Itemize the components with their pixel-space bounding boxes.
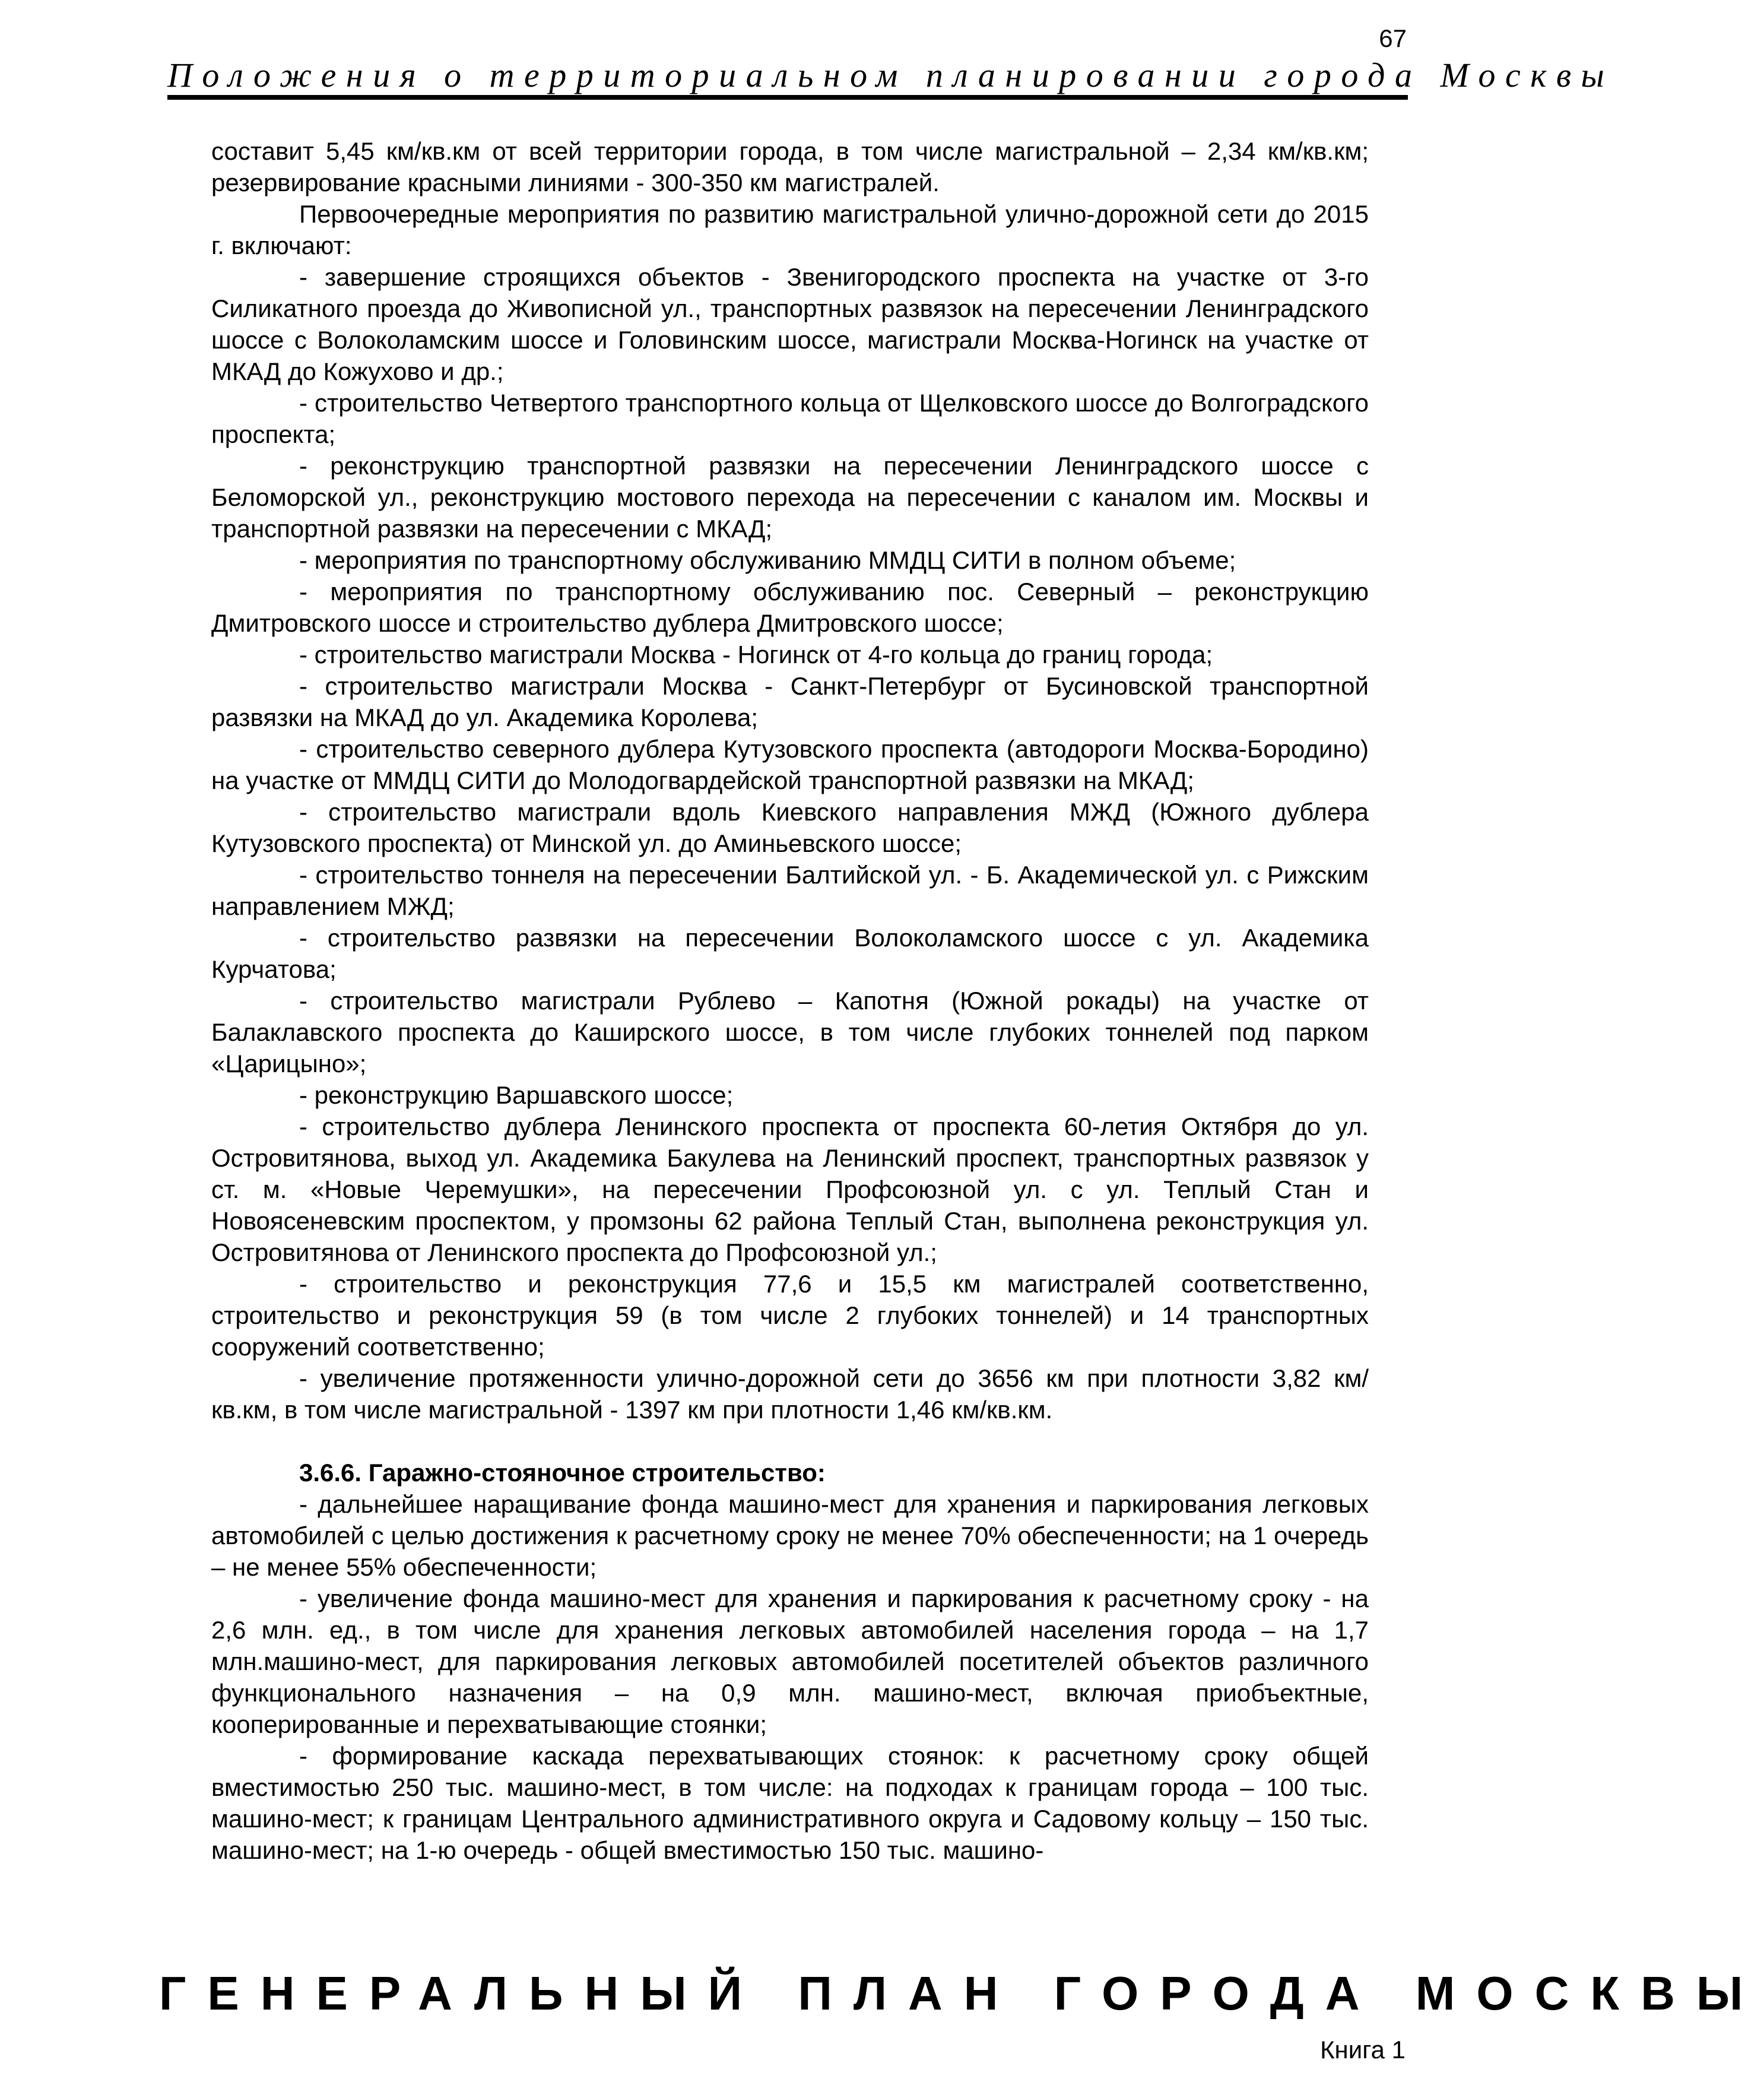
list-item: - увеличение фонда машино-мест для хранения и паркирования к расчетному сроку - на 2,6 млн. ед., в том числе для хранения легковых автомобилей населения города – на 1,7 млн.машино-мест, для паркирования легковых автомобилей посетителей объектов различного функционального назначения – на 0,9 млн. машино-мест, включая приобъектные, кооперированные и перехватывающие стоянки; bbox=[211, 1585, 1369, 1738]
header-rule bbox=[167, 95, 1408, 100]
running-header: Положения о территориальном планировании города Москвы bbox=[167, 56, 1614, 94]
list-item: - строительство тоннеля на пересечении Балтийской ул. - Б. Академической ул. с Рижским направлением МЖД; bbox=[211, 861, 1369, 920]
list-item: - строительство магистрали вдоль Киевского направления МЖД (Южного дублера Кутузовского проспекта) от Минской ул. до Аминьевского шоссе; bbox=[211, 798, 1369, 857]
list-item: - мероприятия по транспортному обслуживанию ММДЦ СИТИ в полном объеме; bbox=[299, 546, 1236, 574]
list-item: - дальнейшее наращивание фонда машино-мест для хранения и паркирования легковых автомобилей с целью достижения к расчетному сроку не менее 70% обеспеченности; на 1 очередь – не менее 55% обеспеченности; bbox=[211, 1490, 1369, 1581]
list-item: - завершение строящихся объектов - Звенигородского проспекта на участке от 3-го Силикатного проезда до Живописной ул., транспортных развязок на пересечении Ленинградского шоссе с Волоколамским шоссе и Головинским шоссе, магистрали Москва-Ногинск на участке от МКАД до Кожухово и др.; bbox=[211, 263, 1369, 385]
list-item: - строительство дублера Ленинского проспекта от проспекта 60-летия Октября до ул. Островитянова, выход ул. Академика Бакулева на Ленинский проспект, транспортных развязок у ст. м. «Новые Черемушки», на пересечении Профсоюзной ул. с ул. Теплый Стан и Новоясеневским проспектом, у промзоны 62 района Теплый Стан, выполнена реконструкция ул. Островитянова от Ленинского проспекта до Профсоюзной ул.; bbox=[211, 1113, 1369, 1266]
list-item: - увеличение протяженности улично-дорожной сети до 3656 км при плотности 3,82 км/кв.км, в том числе магистральной - 1397 км при плотности 1,46 км/кв.км. bbox=[211, 1364, 1369, 1424]
list-item: - формирование каскада перехватывающих стоянок: к расчетному сроку общей вместимостью 250 тыс. машино-мест, в том числе: на подходах к границам города – 100 тыс. машино-мест; к границам Центрального административного округа и Садовому кольцу – 150 тыс. машино-мест; на 1-ю очередь - общей вместимостью 150 тыс. машино- bbox=[211, 1742, 1369, 1864]
list-item: - мероприятия по транспортному обслуживанию пос. Северный – реконструкцию Дмитровского шоссе и строительство дублера Дмитровского шоссе; bbox=[211, 578, 1369, 637]
body-text bbox=[211, 135, 1369, 1866]
book-label: Книга 1 bbox=[1320, 2036, 1406, 2064]
paragraph: составит 5,45 км/кв.км от всей территории города, в том числе магистральной – 2,34 км/кв.км; резервирование красными линиями - 300-350 км магистралей. bbox=[211, 137, 1369, 197]
list-item: - строительство северного дублера Кутузовского проспекта (автодороги Москва-Бородино) на участке от ММДЦ СИТИ до Молодогвардейской транспортной развязки на МКАД; bbox=[211, 735, 1369, 794]
section-heading: 3.6.6. Гаражно-стояночное строительство: bbox=[299, 1459, 826, 1487]
paragraph: Первоочередные мероприятия по развитию магистральной улично-дорожной сети до 2015 г. включают: bbox=[211, 200, 1369, 259]
list-item: - реконструкцию транспортной развязки на пересечении Ленинградского шоссе с Беломорской ул., реконструкцию мостового перехода на пересечении с каналом им. Москвы и транспортной развязки на пересечении с МКАД; bbox=[211, 452, 1369, 543]
list-item: - строительство магистрали Рублево – Капотня (Южной рокады) на участке от Балаклавского проспекта до Каширского шоссе, в том числе глубоких тоннелей под парком «Царицыно»; bbox=[211, 987, 1369, 1078]
list-item: - строительство магистрали Москва - Ногинск от 4-го кольца до границ города; bbox=[299, 641, 1213, 668]
footer-title: ГЕНЕРАЛЬНЫЙ ПЛАН ГОРОДА МОСКВЫ bbox=[159, 1967, 1764, 2020]
page-number: 67 bbox=[1379, 24, 1407, 52]
list-item: - строительство развязки на пересечении Волоколамского шоссе с ул. Академика Курчатова; bbox=[211, 924, 1369, 983]
list-item: - реконструкцию Варшавского шоссе; bbox=[299, 1081, 734, 1109]
list-item: - строительство и реконструкция 77,6 и 15,5 км магистралей соответственно, строительство и реконструкция 59 (в том числе 2 глубоких тоннелей) и 14 транспортных сооружений соответственно; bbox=[211, 1270, 1369, 1361]
list-item: - строительство магистрали Москва - Санкт-Петербург от Бусиновской транспортной развязки на МКАД до ул. Академика Королева; bbox=[211, 672, 1369, 731]
list-item: - строительство Четвертого транспортного кольца от Щелковского шоссе до Волгоградского проспекта; bbox=[211, 389, 1369, 448]
